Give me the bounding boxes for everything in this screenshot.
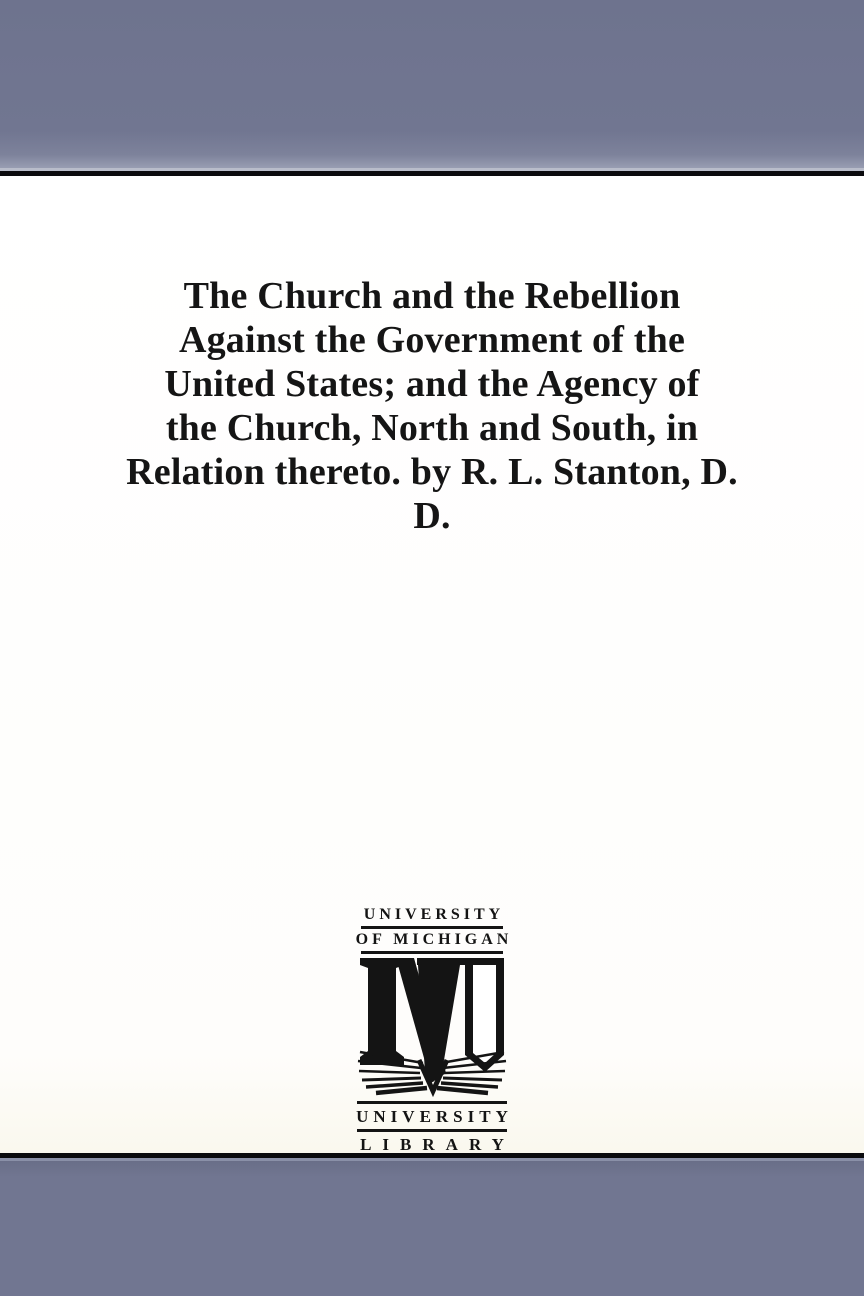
publisher-logo-of-michigan-text: OF MICHIGAN (355, 931, 513, 948)
top-border-band (0, 0, 864, 168)
publisher-library-text: LIBRARY (360, 1135, 515, 1154)
book-title-line: Against the Government of the (178, 319, 686, 361)
logo-rule (357, 1129, 507, 1132)
logo-rule (361, 951, 503, 954)
book-title-line: The Church and the Rebellion (183, 275, 681, 317)
publisher-library-university-text: UNIVERSITY (356, 1107, 513, 1126)
book-title-line: the Church, North and South, in (165, 407, 699, 449)
book-title (102, 274, 762, 538)
publisher-logo (347, 906, 517, 1154)
book-title-line: Relation thereto. by R. L. Stanton, D. (126, 451, 738, 493)
book-title-line: United States; and the Agency of (164, 363, 700, 405)
book-title-line: D. (413, 495, 451, 537)
logo-rule (357, 1101, 507, 1104)
michigan-m-open-book-icon (357, 956, 507, 1098)
bottom-border-band (0, 1161, 864, 1296)
publisher-logo-university-text: UNIVERSITY (363, 906, 505, 923)
logo-rule (361, 926, 503, 929)
